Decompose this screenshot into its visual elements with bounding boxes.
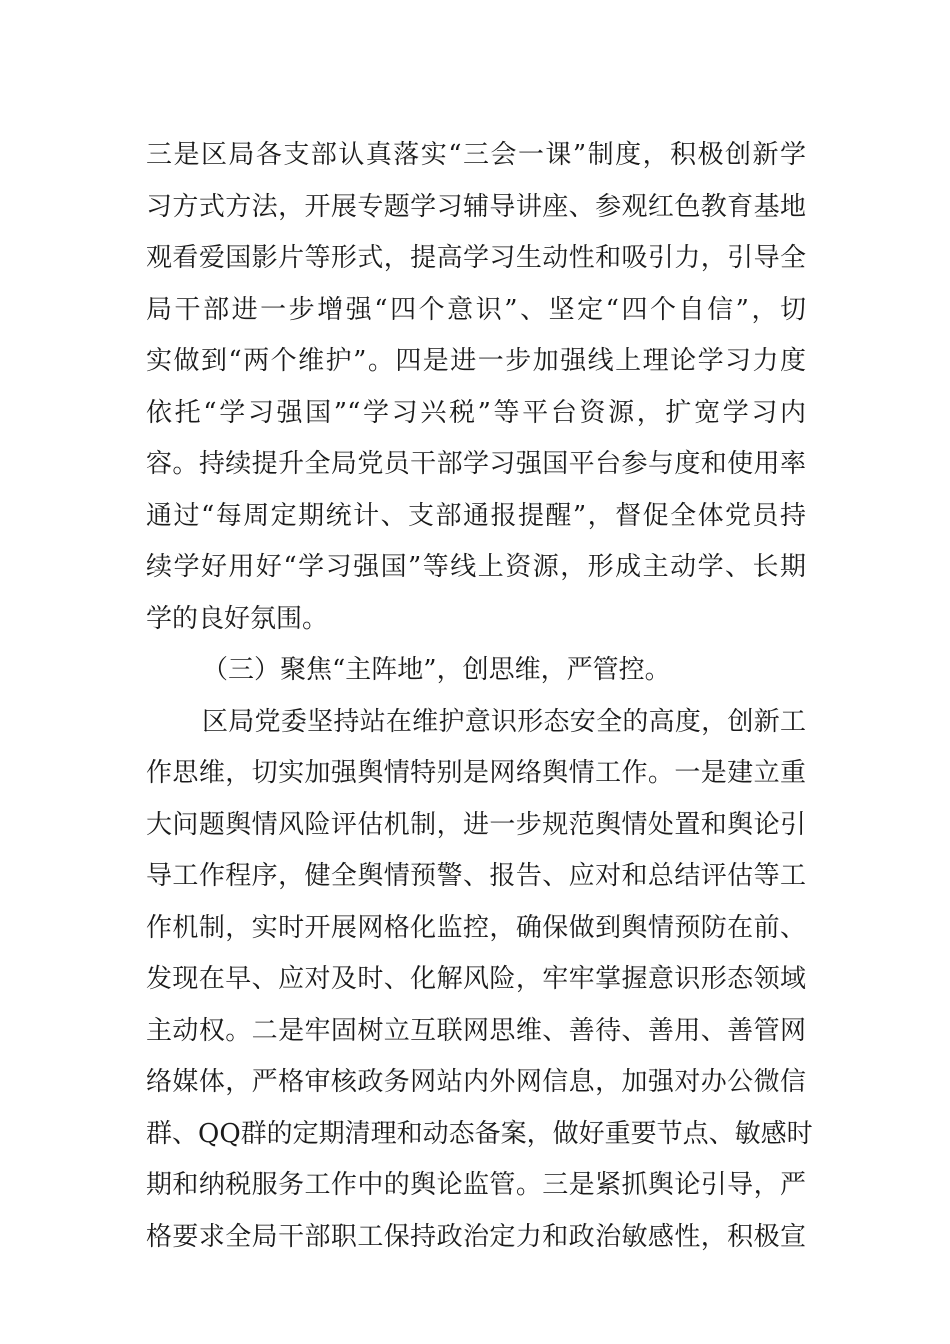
paragraph-line: 习方式方法，开展专题学习辅导讲座、参观红色教育基地 [146, 191, 806, 222]
paragraph-line: 局干部进一步增强“四个意识”、坚定“四个自信”，切 [146, 294, 806, 325]
paragraph-line: 实做到“两个维护”。四是进一步加强线上理论学习力度 [146, 346, 806, 376]
paragraph-line: 容。持续提升全局党员干部学习强国平台参与度和使用率 [146, 449, 806, 479]
body-text [146, 130, 813, 1263]
paragraph-line: 学的良好氛围。 [146, 603, 329, 634]
paragraph-line: 作机制，实时开展网格化监控，确保做到舆情预防在前、 [146, 912, 806, 943]
paragraph-line: 期和纳税服务工作中的舆论监管。三是紧抓舆论引导，严 [146, 1170, 806, 1200]
paragraph-line: 群、QQ群的定期清理和动态备案，做好重要节点、敏感时 [146, 1118, 813, 1149]
paragraph-line: 续学好用好“学习强国”等线上资源，形成主动学、长期 [146, 552, 806, 582]
paragraph-line: 格要求全局干部职工保持政治定力和政治敏感性，积极宣 [146, 1221, 806, 1252]
paragraph-line: 作思维，切实加强舆情特别是网络舆情工作。一是建立重 [146, 758, 806, 788]
paragraph-line: 大问题舆情风险评估机制，进一步规范舆情处置和舆论引 [146, 809, 806, 840]
paragraph-line: 依托“学习强国”“学习兴税”等平台资源，扩宽学习内 [146, 397, 806, 428]
paragraph-line: 通过“每周定期统计、支部通报提醒”，督促全体党员持 [146, 500, 806, 531]
paragraph-line: 发现在早、应对及时、化解风险，牢牢掌握意识形态领域 [146, 964, 806, 994]
paragraph-line: 导工作程序，健全舆情预警、报告、应对和总结评估等工 [146, 861, 806, 891]
paragraph-line: 三是区局各支部认真落实“三会一课”制度，积极创新学 [146, 140, 806, 170]
paragraph-line: 区局党委坚持站在维护意识形态安全的高度，创新工 [202, 706, 806, 737]
paragraph-line: 观看爱国影片等形式，提高学习生动性和吸引力，引导全 [146, 243, 806, 273]
paragraph-line: 主动权。二是牢固树立互联网思维、善待、善用、善管网 [146, 1015, 806, 1046]
paragraph-line: 络媒体，严格审核政务网站内外网信息，加强对办公微信 [146, 1067, 806, 1097]
section-heading: （三）聚焦“主阵地”，创思维，严管控。 [202, 655, 671, 685]
